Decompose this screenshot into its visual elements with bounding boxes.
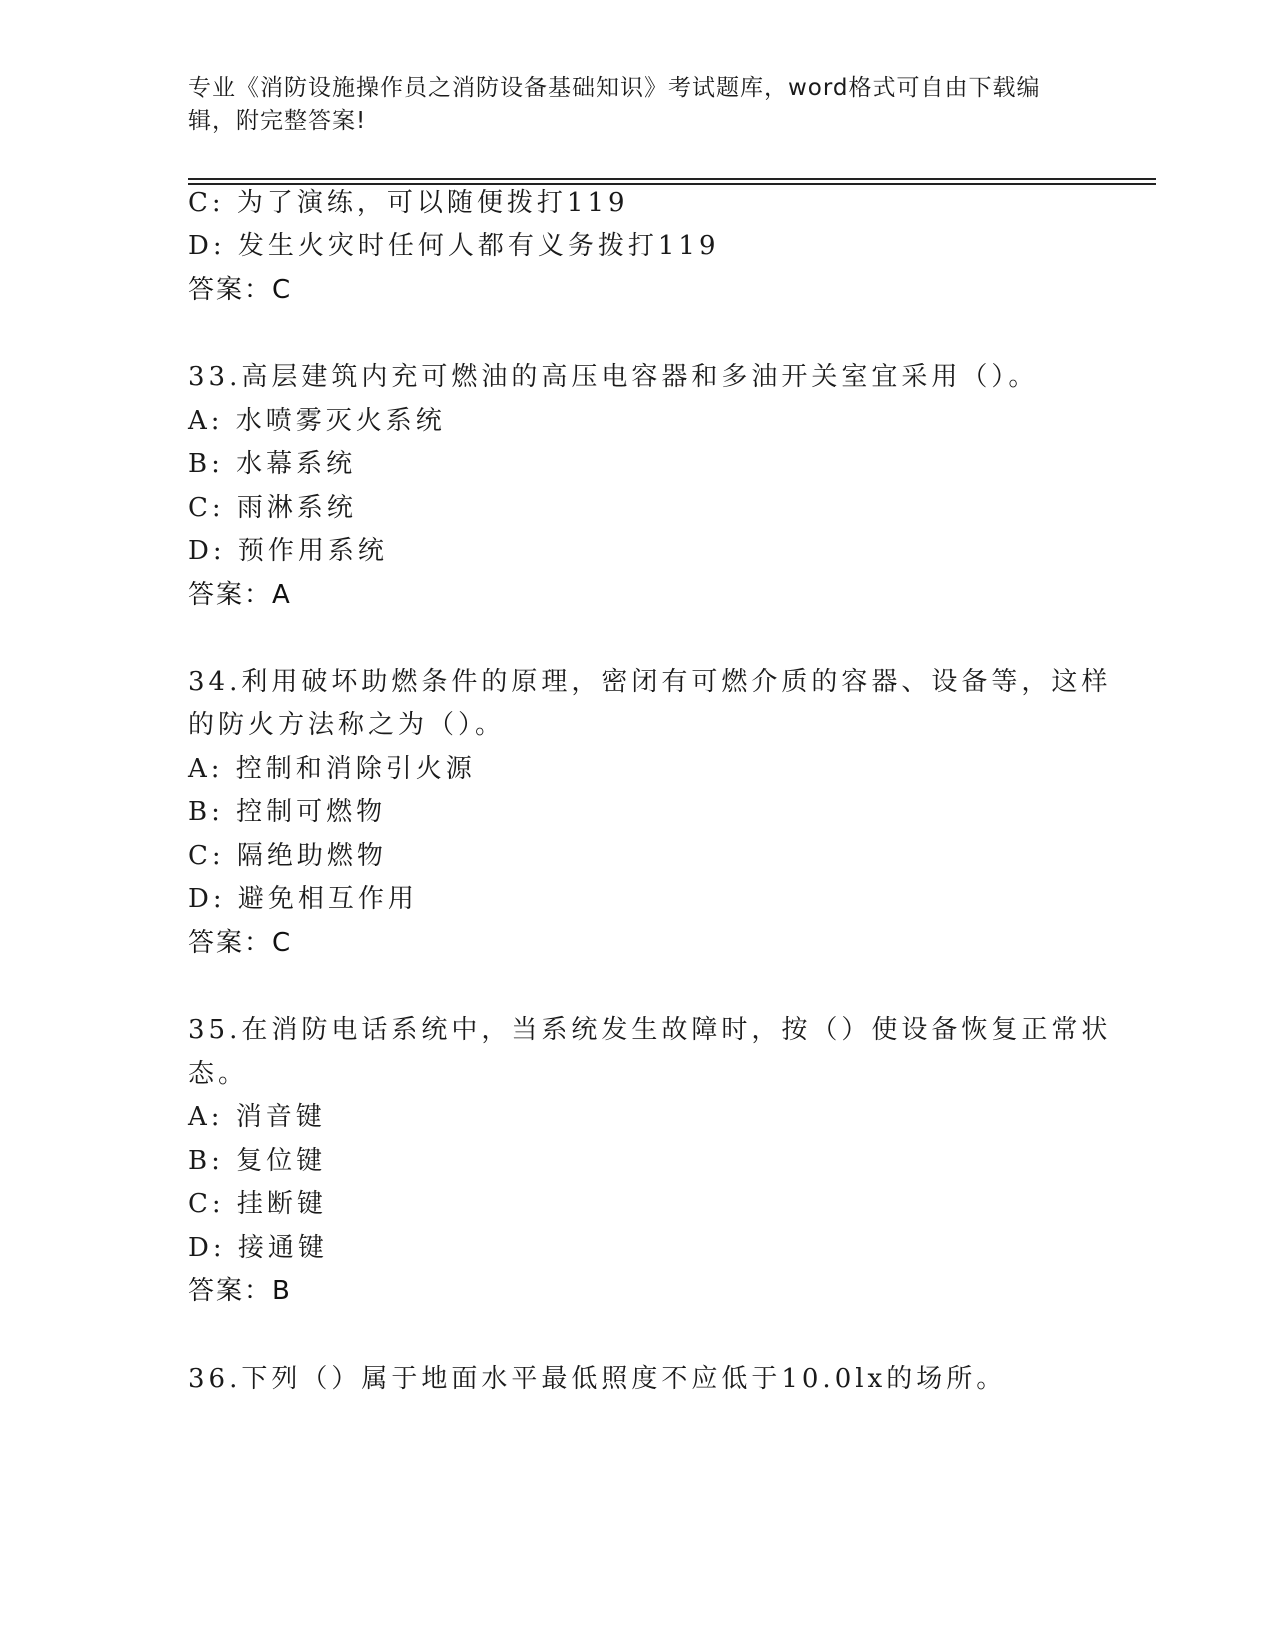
q33-option-d: D: 预作用系统 bbox=[188, 536, 388, 566]
q33-option-b: B: 水幕系统 bbox=[188, 449, 357, 479]
q33-stem: 33.高层建筑内充可燃油的高压电容器和多油开关室宜采用（）。 bbox=[188, 362, 1039, 392]
q34-stem-line-1: 34.利用破坏助燃条件的原理，密闭有可燃介质的容器、设备等，这样 bbox=[188, 667, 1112, 697]
header-line-2: 辑，附完整答案! bbox=[188, 108, 367, 134]
q34-stem-line-2: 的防火方法称之为（）。 bbox=[188, 710, 506, 740]
q35-option-d: D: 接通键 bbox=[188, 1233, 328, 1263]
q34-option-d: D: 避免相互作用 bbox=[188, 884, 418, 914]
header-divider-top bbox=[188, 178, 1156, 180]
prev-option-c: C: 为了演练，可以随便拨打119 bbox=[188, 188, 629, 218]
q33-answer: 答案：A bbox=[188, 580, 292, 610]
prev-option-d: D: 发生火灾时任何人都有义务拨打119 bbox=[188, 231, 720, 261]
q35-option-c: C: 挂断键 bbox=[188, 1189, 327, 1219]
q35-stem-line-2: 态。 bbox=[188, 1059, 249, 1089]
document-header bbox=[188, 72, 1068, 138]
q35-option-b: B: 复位键 bbox=[188, 1146, 327, 1176]
q36-stem: 36.下列（）属于地面水平最低照度不应低于10.0lx的场所。 bbox=[188, 1364, 1007, 1394]
q34-option-a: A: 控制和消除引火源 bbox=[188, 754, 476, 784]
q34-option-c: C: 隔绝助燃物 bbox=[188, 841, 387, 871]
q35-stem-line-1: 35.在消防电话系统中，当系统发生故障时，按（）使设备恢复正常状 bbox=[188, 1015, 1112, 1045]
header-divider-bottom bbox=[188, 183, 1156, 185]
q33-option-a: A: 水喷雾灭火系统 bbox=[188, 406, 446, 436]
prev-answer: 答案：C bbox=[188, 275, 293, 305]
q34-answer: 答案：C bbox=[188, 928, 293, 958]
q34-option-b: B: 控制可燃物 bbox=[188, 797, 387, 827]
q35-answer: 答案：B bbox=[188, 1276, 292, 1306]
q35-option-a: A: 消音键 bbox=[188, 1102, 326, 1132]
q33-option-c: C: 雨淋系统 bbox=[188, 493, 357, 523]
header-line-1: 专业《消防设施操作员之消防设备基础知识》考试题库，word格式可自由下载编 bbox=[188, 75, 1041, 101]
